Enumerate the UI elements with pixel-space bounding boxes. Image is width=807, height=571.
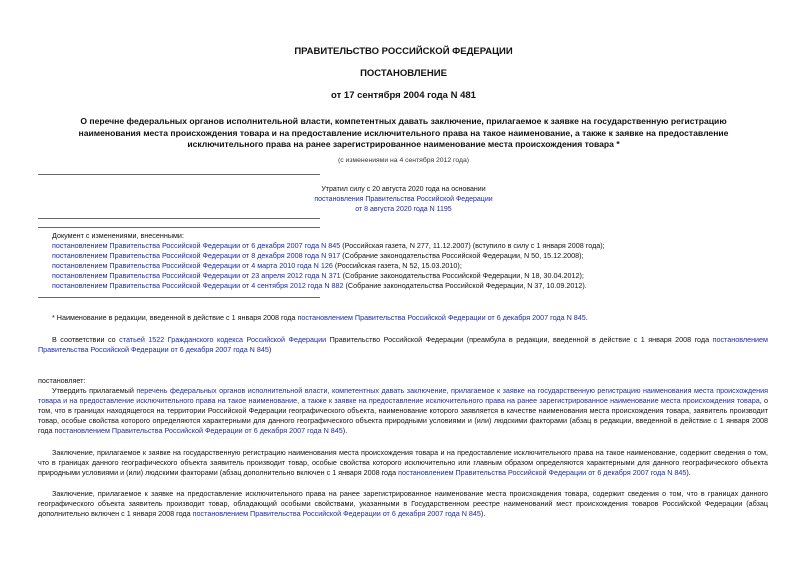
- title-line-3: исключительного права на ранее зарегистрированное наименование места происхождения товара *: [187, 139, 620, 149]
- list-item: [52, 241, 772, 251]
- change-source: (Собрание законодательства Российской Федерации, N 18, 30.04.2012);: [340, 271, 584, 280]
- expiry-text: Утратил силу с 20 августа 2020 года на основании: [321, 186, 486, 193]
- footnote-link[interactable]: постановлением Правительства Российской Федерации от 6 декабря 2007 года N 845: [297, 313, 586, 322]
- paragraph-text: Заключение, прилагаемое к заявке на государственную регистрацию наименования места происхождения товара и на предоставление исключительного права на такое наименование, содержит сведения о том, что в границах данного географического объекта заявитель производит товар, особые свойства которого исключительно или главным образом определяются характерными для данного географического объекта природными условиями и (или) людскими факторами (абзац дополнительно включен с 1 января 2008 года: [38, 448, 768, 477]
- paragraph-text: ).: [686, 468, 691, 477]
- change-link[interactable]: постановлением Правительства Российской Федерации от 23 апреля 2012 года N 371: [52, 271, 341, 280]
- amendment-link[interactable]: постановлением Правительства Российской Федерации от 6 декабря 2007 года N 845: [398, 468, 687, 477]
- title-line-1: О перечне федеральных органов исполнительной власти, компетентных давать заключение, прилагаемое к заявке на государственную регистрацию: [80, 116, 727, 126]
- list-item: [52, 271, 772, 281]
- issuer-heading: ПРАВИТЕЛЬСТВО РОССИЙСКОЙ ФЕДЕРАЦИИ: [294, 46, 513, 57]
- resolves-label: постановляет:: [38, 376, 86, 385]
- footnote-tail: .: [585, 313, 588, 322]
- divider: [38, 218, 320, 219]
- paragraph-text: , о том, что в границах находящегося на территории Российской Федерации географического объекта, наименование которого заявляется в качестве наименования места происхождения товара, заявитель производит товар, особые свойства которого определяются характерными для данного географического объекта природными условиями и (или) людскими факторами (абзац в редакции, введенной в действие с 1 января 2008 года: [38, 396, 768, 435]
- expiry-link-2[interactable]: от 8 августа 2020 года N 1195: [355, 206, 452, 213]
- paragraph-1: [38, 386, 768, 436]
- change-source: (Российская газета, N 277, 11.12.2007) (вступило в силу с 1 января 2008 года);: [340, 241, 605, 250]
- list-link[interactable]: перечень федеральных органов исполнительной власти, компетентных давать заключение, прилагаемое к заявке на государственную регистрацию наименования места происхождения товара и на предоставление исключительного права на такое наименование, а также к заявке на предоставление исключительного права на ранее зарегистрированное наименование места происхождения товара: [38, 386, 768, 405]
- paragraph-text: Заключение, прилагаемое к заявке на предоставление исключительного права на ранее зарегистрированное наименование места происхождения товара, содержит сведения о том, что в границах данного географического объекта заявитель производит товар, обладающий особыми свойствами, указанными в Государственном реестре наименований мест происхождения товаров Российской Федерации (абзац дополнительно включен с 1 января 2008 года: [38, 489, 768, 518]
- list-item: [52, 251, 772, 261]
- preamble-text: Правительство Российской Федерации (преамбула в редакции, введенной в действие с 1 января 2008 года: [326, 335, 713, 344]
- preamble-text: В соответствии со: [52, 335, 120, 344]
- expiry-block: [0, 185, 807, 215]
- civil-code-link[interactable]: статьей 1522 Гражданского кодекса Российской Федерации: [119, 335, 327, 344]
- document-type: ПОСТАНОВЛЕНИЕ: [360, 68, 447, 79]
- list-item: [52, 261, 772, 271]
- preamble: [38, 335, 768, 355]
- paragraph-text: ).: [342, 426, 348, 435]
- change-link[interactable]: постановлением Правительства Российской Федерации от 4 марта 2010 года N 126: [52, 261, 333, 270]
- change-link[interactable]: постановлением Правительства Российской Федерации от 4 сентября 2012 года N 882: [52, 281, 344, 290]
- changes-list: [52, 231, 772, 291]
- preamble-text: ): [268, 345, 272, 354]
- change-source: (Российская газета, N 52, 15.03.2010);: [332, 261, 462, 270]
- list-item: [52, 281, 772, 291]
- amended-note: (с изменениями на 4 сентября 2012 года): [338, 157, 469, 164]
- divider: [38, 174, 320, 175]
- change-source: (Собрание законодательства Российской Федерации, N 50, 15.12.2008);: [340, 251, 584, 260]
- change-source: (Собрание законодательства Российской Федерации, N 37, 10.09.2012).: [343, 281, 587, 290]
- paragraph-text: ).: [480, 509, 486, 518]
- amendment-link[interactable]: постановлением Правительства Российской Федерации от 6 декабря 2007 года N 845: [38, 335, 768, 354]
- paragraph-3: [38, 489, 768, 519]
- divider: [38, 227, 320, 228]
- divider: [38, 297, 320, 298]
- amendment-link[interactable]: постановлением Правительства Российской Федерации от 6 декабря 2007 года N 845: [192, 509, 481, 518]
- expiry-link-1[interactable]: постановления Правительства Российской Федерации: [314, 196, 493, 203]
- change-link[interactable]: постановлением Правительства Российской Федерации от 8 декабря 2008 года N 917: [52, 251, 341, 260]
- change-link[interactable]: постановлением Правительства Российской Федерации от 6 декабря 2007 года N 845: [52, 241, 341, 250]
- document-title: [0, 116, 807, 151]
- document-date-number: от 17 сентября 2004 года N 481: [331, 90, 476, 101]
- paragraph-text: Утвердить прилагаемый: [52, 386, 137, 395]
- amendment-link[interactable]: постановлением Правительства Российской Федерации от 6 декабря 2007 года N 845: [54, 426, 343, 435]
- changes-intro: Документ с изменениями, внесенными:: [52, 231, 184, 240]
- footnote-text: * Наименование в редакции, введенной в действие с 1 января 2008 года: [52, 313, 298, 322]
- title-line-2: наименования места происхождения товара и на предоставление исключительного права на такое наименование, а также к заявке на предоставление: [78, 127, 729, 138]
- paragraph-2: [38, 448, 768, 478]
- footnote: [52, 313, 772, 323]
